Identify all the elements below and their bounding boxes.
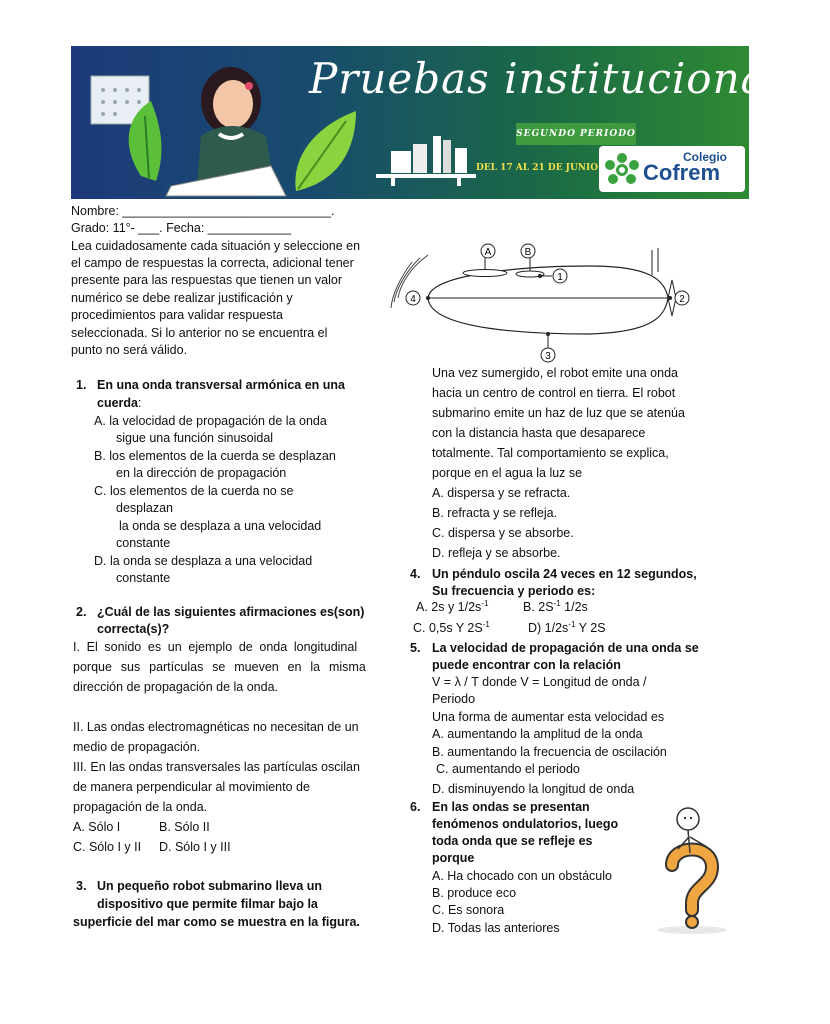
q6-option-c[interactable]: C. Es sonora — [432, 903, 505, 917]
name-field[interactable]: Nombre: ______________________________. — [71, 204, 335, 218]
q5-stem: puede encontrar con la relación — [432, 658, 621, 672]
q6-stem: En las ondas se presentan — [432, 800, 590, 814]
q6-option-a[interactable]: A. Ha chocado con un obstáculo — [432, 869, 612, 883]
instructions-line: Lea cuidadosamente cada situación y seleccione en — [71, 239, 361, 253]
figure-label-3: 3 — [545, 351, 551, 362]
q1-colon: : — [138, 396, 142, 410]
q1-option-b-cont: en la dirección de propagación — [116, 466, 287, 480]
q6-number: 6. — [410, 800, 421, 814]
q3-continuation: con la distancia hasta que desaparece — [432, 426, 646, 440]
q2-stem: ¿Cuál de las siguientes afirmaciones es(son) — [97, 605, 365, 619]
q2-stem: correcta(s)? — [97, 622, 170, 636]
q1-option-a[interactable]: A. la velocidad de propagación de la onda — [94, 414, 327, 428]
q3-continuation: totalmente. Tal comportamiento se explica, — [432, 446, 669, 460]
leaf-decoration — [286, 106, 366, 196]
instructions-line: seleccionada. Si lo anterior no se encuentra el — [71, 326, 328, 340]
figure-label-1: 1 — [557, 272, 563, 283]
q1-option-c-cont: la onda se desplaza a una velocidad — [119, 519, 322, 533]
q2-statement: I. El sonido es un ejemplo de onda longitudinal — [73, 640, 358, 654]
question-mark-person-icon — [652, 805, 732, 935]
figure-label-4: 4 — [410, 294, 416, 305]
q5-option-d[interactable]: D. disminuyendo la longitud de onda — [432, 782, 635, 796]
q3-continuation: hacia un centro de control en tierra. El robot — [432, 386, 676, 400]
q2-statement: propagación de la onda. — [73, 800, 208, 814]
q2-option-d[interactable]: D. Sólo I y III — [159, 840, 231, 854]
q1-option-c-cont: constante — [116, 536, 171, 550]
q2-option-a[interactable]: A. Sólo I — [73, 820, 121, 834]
submarine-figure — [390, 240, 690, 365]
q3-stem: dispositivo que permite filmar bajo la — [97, 897, 318, 911]
q3-continuation: Una vez sumergido, el robot emite una onda — [432, 366, 678, 380]
q5-option-a[interactable]: A. aumentando la amplitud de la onda — [432, 727, 643, 741]
books-shelf-decoration — [371, 126, 481, 186]
q4-option-a[interactable]: A. 2s y $1/2s^{-1}$ — [416, 598, 489, 614]
q2-statement: porque sus partículas se mueven en la misma — [73, 660, 366, 674]
q6-stem: toda onda que se refleje es — [432, 834, 593, 848]
instructions-line: punto no será válido. — [71, 343, 188, 357]
instructions-line: presente para las respuestas que tienen un valor — [71, 273, 343, 287]
q5-formula: Periodo — [432, 692, 476, 706]
q3-continuation: submarino emite un haz de luz que se atenúa — [432, 406, 685, 420]
q1-option-c[interactable]: C. los elementos de la cuerda no se — [94, 484, 294, 498]
q3-stem: Un pequeño robot submarino lleva un — [97, 879, 323, 893]
instructions-line: el campo de respuestas la correcta, adicional tener — [71, 256, 354, 270]
q1-stem: En una onda transversal armónica en una — [97, 378, 345, 392]
dates-text: DEL 17 AL 21 DE JUNIO — [476, 163, 599, 173]
q2-statement: II. Las ondas electromagnéticas no necesitan de un — [73, 720, 359, 734]
q2-statement: de manera perpendicular al movimiento de — [73, 780, 310, 794]
q2-option-b[interactable]: B. Sólo II — [159, 820, 210, 834]
q4-number: 4. — [410, 567, 421, 581]
school-logo-icon — [604, 152, 640, 188]
instructions-line: procedimientos para validar respuesta — [71, 308, 283, 322]
period-badge: SEGUNDO PERIODO — [516, 123, 636, 145]
q4-option-b[interactable]: B. $2S^{-1}$ 1/2s — [523, 598, 588, 614]
q6-stem: porque — [432, 851, 475, 865]
q5-option-b[interactable]: B. aumentando la frecuencia de oscilación — [432, 745, 667, 759]
q5-formula: V = λ / T donde V = Longitud de onda / — [432, 675, 647, 689]
figure-label-2: 2 — [679, 294, 685, 305]
figure-label-a: A — [484, 247, 492, 258]
q1-option-d[interactable]: D. la onda se desplaza a una velocidad — [94, 554, 313, 568]
q3-option-c[interactable]: C. dispersa y se absorbe. — [432, 526, 574, 540]
logo-small-text: Colegio — [683, 150, 727, 164]
q1-option-c-cont: desplazan — [116, 501, 173, 515]
student-illustration — [71, 46, 311, 199]
q2-number: 2. — [76, 605, 87, 619]
q2-option-c[interactable]: C. Sólo I y II — [73, 840, 142, 854]
q2-statement: dirección de propagación de la onda. — [73, 680, 279, 694]
q1-option-a-cont: sigue una función sinusoidal — [116, 431, 274, 445]
q5-option-c[interactable]: C. aumentando el periodo — [436, 762, 580, 776]
q1-stem: cuerda — [97, 396, 138, 410]
q2-statement: III. En las ondas transversales las partículas oscilan — [73, 760, 360, 774]
q5-stem: La velocidad de propagación de una onda se — [432, 641, 699, 655]
q2-statement: medio de propagación. — [73, 740, 201, 754]
instructions-line: numérico se debe realizar justificación y — [71, 291, 293, 305]
q3-continuation: porque en el agua la luz se — [432, 466, 583, 480]
q5-number: 5. — [410, 641, 421, 655]
q3-option-d[interactable]: D. refleja y se absorbe. — [432, 546, 561, 560]
q3-option-a[interactable]: A. dispersa y se refracta. — [432, 486, 571, 500]
q6-stem: fenómenos ondulatorios, luego — [432, 817, 619, 831]
q4-stem: Su frecuencia y periodo es: — [432, 584, 596, 598]
q3-stem: superficie del mar como se muestra en la figura. — [73, 915, 360, 929]
q3-option-b[interactable]: B. refracta y se refleja. — [432, 506, 558, 520]
q1-number: 1. — [76, 378, 87, 392]
q3-number: 3. — [76, 879, 87, 893]
banner-title: Pruebas institucionales — [309, 54, 830, 103]
figure-label-b: B — [524, 247, 532, 258]
q5-intro: Una forma de aumentar esta velocidad es — [432, 710, 665, 724]
q6-option-d[interactable]: D. Todas las anteriores — [432, 921, 560, 935]
q4-stem: Un péndulo oscila 24 veces en 12 segundos, — [432, 567, 697, 581]
logo-big-text: Cofrem — [643, 160, 721, 185]
q4-option-d[interactable]: D) $1/2s^{-1}$ Y 2S — [528, 619, 606, 635]
header-banner — [71, 46, 830, 199]
grade-date-field[interactable]: Grado: 11°- ___. Fecha: ____________ — [71, 221, 292, 235]
q4-option-c[interactable]: C. 0,5s Y $2S^{-1}$ — [413, 619, 490, 635]
q1-option-b[interactable]: B. los elementos de la cuerda se desplazan — [94, 449, 336, 463]
q1-option-d-cont: constante — [116, 571, 171, 585]
q6-option-b[interactable]: B. produce eco — [432, 886, 517, 900]
